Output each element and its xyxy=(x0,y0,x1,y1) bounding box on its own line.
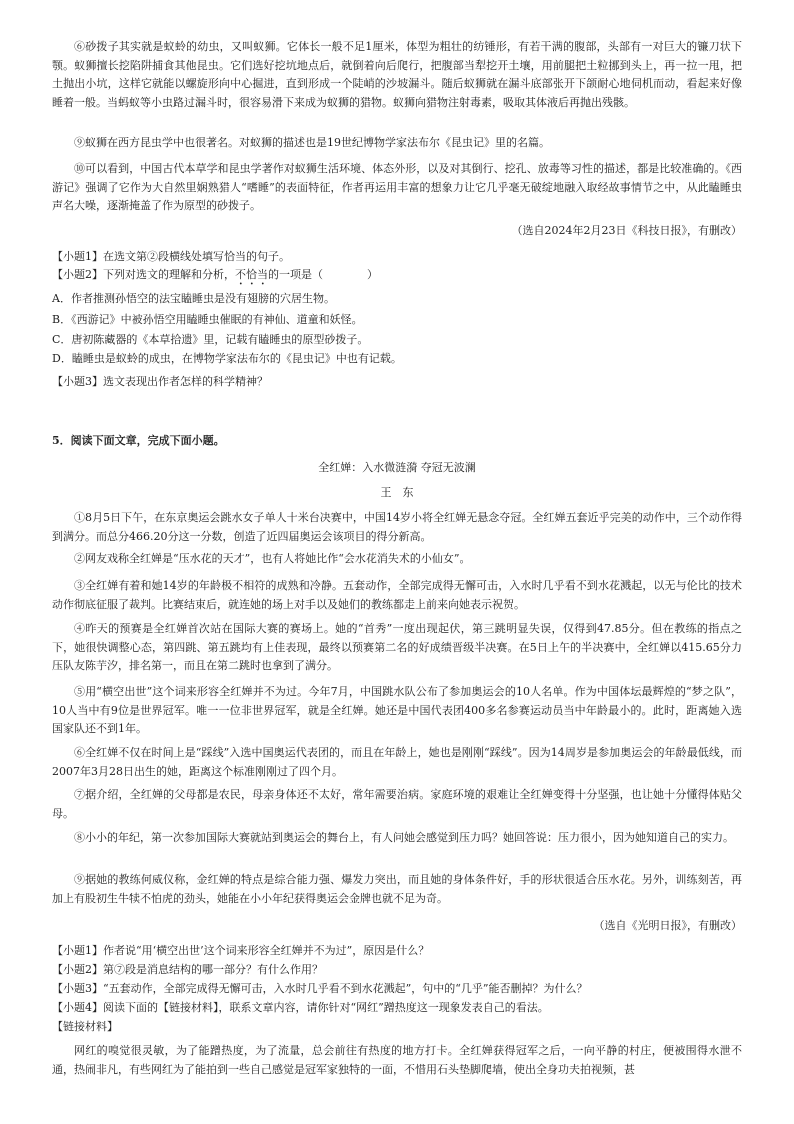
article-author: 王 东 xyxy=(380,486,414,499)
article-title: 全红婵：入水微涟漪 夺冠无波澜 xyxy=(318,461,476,474)
paragraph-10: ⑩可以看到，中国古代本草学和昆虫学著作对蚁狮生活环境、体态外形，以及对其倒行、挖孔、放毒等习性的描述，都是比较准确的。《西游记》强调了它作为大自然里娴熟猎人“嗜睡”的表面特征，作者再运用丰富的想象力让它几乎毫无破绽地融入取经故事情节之中，从此瞌睡虫声名大噪，逐渐掩盖了作为原型的砂拨子。 xyxy=(52,162,742,212)
option-a: A．作者推测孙悟空的法宝瞌睡虫是没有翅膀的穴居生物。 xyxy=(52,292,335,305)
question-1-3: 【小题3】选文表现出作者怎样的科学精神？ xyxy=(52,375,268,388)
article-paragraph-5: ⑤用“横空出世”这个词来形容全红婵并不为过。今年7月，中国跳水队公布了参加奥运会的10人名单。作为中国体坛最辉煌的“梦之队”，10人当中有9位是世界冠军。唯一一位非世界冠军，就是全红婵。她还是中国代表团400多名参赛运动员当中年龄最小的。此时，距离她入选国家队还不到1年。 xyxy=(52,685,742,735)
article-paragraph-3: ③全红婵有着和她14岁的年龄极不相符的成熟和冷静。五套动作，全部完成得无懈可击，入水时几乎看不到水花溅起，以无与伦比的技术动作彻底征服了裁判。比赛结束后，就连她的场上对手以及她们的教练都走上前来向她表示祝贺。 xyxy=(52,579,742,611)
question-1-1: 【小题1】在选文第②段横线处填写恰当的句子。 xyxy=(52,250,290,263)
article-paragraph-4: ④昨天的预赛是全红婵首次站在国际大赛的赛场上。她的“首秀”一度出现起伏，第三跳明显失误，仅得到47.85分。但在教练的指点之下，她很快调整心态，第四跳、第五跳均有上佳表现，最终以预赛第二名的好成绩晋级半决赛。在5日上午的半决赛中，全红婵以415.65分力压队友陈芋汐，排名第一，而且在第二跳时也拿到了满分。 xyxy=(52,622,742,672)
emphasis-text: 不恰当 xyxy=(235,268,268,281)
option-b: B．《西游记》中被孙悟空用瞌睡虫催眠的有神仙、道童和妖怪。 xyxy=(52,313,363,326)
question-2-3: 【小题3】“五套动作，全部完成得无懈可击，入水时几乎看不到水花溅起”，句中的“几乎”能否删掉？为什么？ xyxy=(52,982,588,995)
question-1-2-prefix: 【小题2】下列对选文的理解和分析， xyxy=(52,268,235,281)
paragraph-6: ⑥砂拨子其实就是蚁蛉的幼虫，又叫蚁狮。它体长一般不足1厘米，体型为粗壮的纺锤形，有若干满的腹部，头部有一对巨大的镰刀状下颚。蚁狮擅长挖陷阱捕食其他昆虫。它们选好挖坑地点后，就倒着向后爬行，把腹部当犁挖开土壤，用前腿把土粒挪到头上，再一拉一甩，把土抛出小坑，这样它就能以螺旋形向中心掘进，直到形成一个陡峭的沙坡漏斗。随后蚁狮就在漏斗底部张开下颌耐心地伺机而动，看起来好像睡着一般。当蚂蚁等小虫路过漏斗时，很容易滑下来成为蚁狮的猎物。蚁狮向猎物注射毒素，吸取其体液后再抛出残骸。 xyxy=(52,40,742,109)
article-paragraph-6: ⑥全红婵不仅在时间上是“踩线”入选中国奥运代表团的，而且在年龄上，她也是刚刚“踩线”。因为14周岁是参加奥运会的年龄最低线，而2007年3月28日出生的她，距离这个标准刚刚过了四个月。 xyxy=(52,746,742,778)
article-paragraph-2: ②网友戏称全红婵是“压水花的天才”，也有人将她比作“会水花消失术的小仙女”。 xyxy=(74,552,471,565)
question-1-2 xyxy=(52,266,742,288)
article-paragraph-1: ①8月5日下午，在东京奥运会跳水女子单人十米台决赛中，中国14岁小将全红婵无悬念夺冠。全红婵五套近乎完美的动作中，三个动作得到满分。而总分466.20分这一分数，创造了近四届奥运会该项目的得分新高。 xyxy=(52,511,742,543)
section-heading: 5．阅读下面文章，完成下面小题。 xyxy=(52,434,225,447)
link-material-text: 网红的嗅觉很灵敏，为了能蹭热度，为了流量，总会前往有热度的地方打卡。全红婵获得冠军之后，一向平静的村庄，便被围得水泄不通，热闹非凡，有些网红为了能拍到一些自己感觉是冠军家独特的一面，不惜用石头垫脚爬墙，使出全身功夫拍视频，甚 xyxy=(52,1044,742,1076)
paragraph-9: ⑨蚁狮在西方昆虫学中也很著名。对蚁狮的描述也是19世纪博物学家法布尔《昆虫记》里的名篇。 xyxy=(74,136,550,149)
article-paragraph-7: ⑦据介绍，全红婵的父母都是农民，母亲身体还不太好，常年需要治病。家庭环境的艰难让全红婵变得十分坚强，也让她十分懂得体贴父母。 xyxy=(52,788,742,820)
link-material-label: 【链接材料】 xyxy=(52,1020,118,1033)
article-paragraph-9: ⑨据她的教练何威仪称，金红婵的特点是综合能力强、爆发力突出，而且她的身体条件好，手的形状很适合压水花。另外，训练刻苦，再加上有股初生牛犊不怕虎的劲头，她能在小小年纪获得奥运会金牌也就不足为奇。 xyxy=(52,873,742,905)
question-2-1: 【小题1】作者说“用‘横空出世’这个词来形容全红婵并不为过”，原因是什么？ xyxy=(52,944,430,957)
option-c: C．唐初陈藏器的《本草拾遗》里，记载有瞌睡虫的原型砂拨子。 xyxy=(52,333,369,346)
option-d: D．瞌睡虫是蚁蛉的成虫，在博物学家法布尔的《昆虫记》中也有记载。 xyxy=(52,352,402,365)
source-citation: （选自2024年2月23日《科技日报》，有删改） xyxy=(511,224,742,237)
question-2-4: 【小题4】阅读下面的【链接材料】，联系文章内容，请你针对“网红”蹭热度这一现象发表自己的看法。 xyxy=(52,1001,549,1014)
article-paragraph-8: ⑧小小的年纪，第一次参加国际大赛就站到奥运会的舞台上，有人问她会感觉到压力吗？她回答说：压力很小，因为她知道自己的实力。 xyxy=(74,831,734,844)
article-source: （选自《光明日报》，有删改） xyxy=(593,919,742,932)
question-2-2: 【小题2】第⑦段是消息结构的哪一部分？有什么作用？ xyxy=(52,963,323,976)
question-1-2-suffix: 的一项是（ ） xyxy=(268,268,378,281)
